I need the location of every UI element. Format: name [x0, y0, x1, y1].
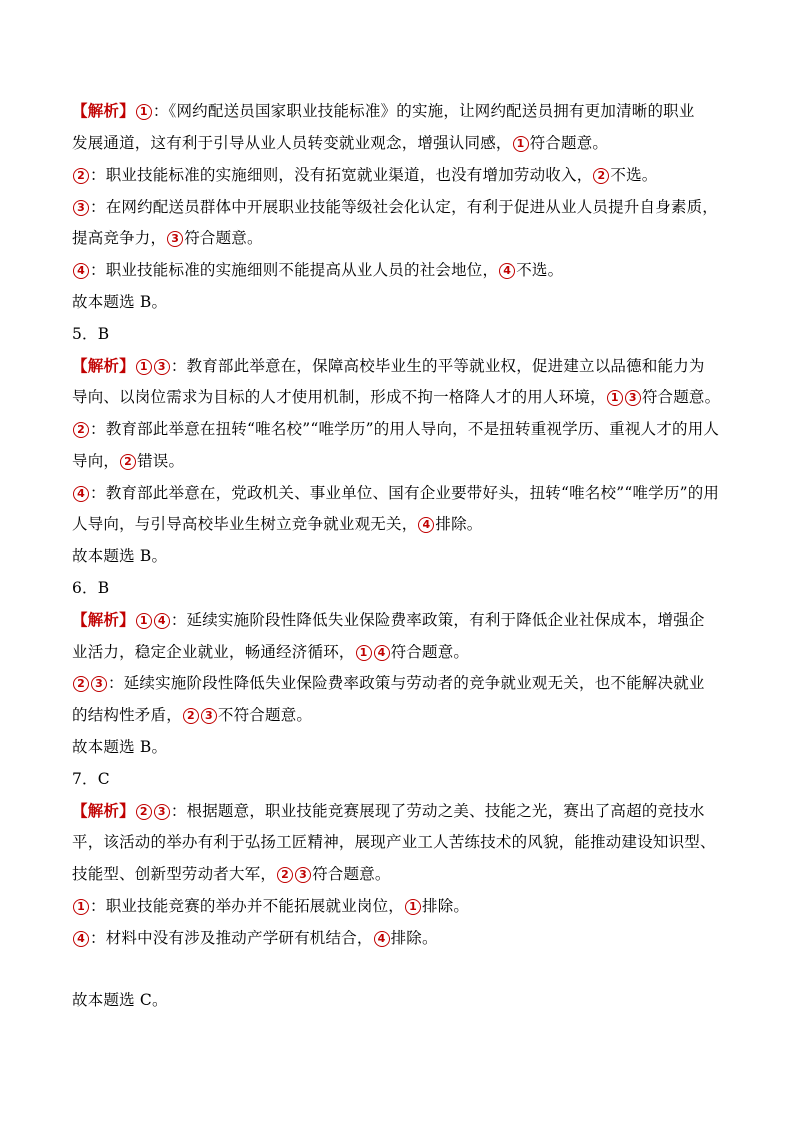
q6-heading: 6．B [72, 579, 110, 597]
q7-heading: 7．C [72, 770, 110, 788]
circled-number: 4 [73, 263, 89, 279]
q7-line-2 [72, 832, 732, 852]
q4-line-3 [72, 165, 732, 185]
q6-line-3 [72, 673, 732, 693]
q4-conclusion: 故本题选 B。 [72, 293, 168, 311]
analysis-tag: 【解析】 [72, 801, 135, 820]
text: 排除。 [422, 897, 470, 915]
q6-line-2 [72, 642, 732, 662]
circled-number: 1 [136, 104, 152, 120]
text: 人导向，与引导高校毕业生树立竞争就业观无关， [72, 515, 418, 533]
text: ：在网约配送员群体中开展职业技能等级社会化认定，有利于促进从业人员提升自身素质， [90, 198, 719, 216]
q7-line-5 [72, 928, 732, 948]
circled-number: 4 [499, 263, 515, 279]
text: ：职业技能竞赛的举办并不能拓展就业岗位， [90, 897, 405, 915]
text: ：教育部此举意在，保障高校毕业生的平等就业权，促进建立以品德和能力为 [170, 357, 705, 375]
q5-line-2 [72, 387, 732, 407]
text: 平，该活动的举办有利于弘扬工匠精神，展现产业工人苦练技术的风貌，能推动建设知识型、 [72, 833, 716, 851]
q4-line-1 [72, 101, 732, 121]
q5-heading: 5．B [72, 325, 110, 343]
q6-conclusion: 故本题选 B。 [72, 738, 168, 756]
circled-number: 3 [73, 200, 89, 216]
text: 导向， [72, 452, 120, 470]
text: 符合题意。 [641, 388, 721, 406]
q7-line-1 [72, 801, 732, 821]
text: 排除。 [390, 929, 438, 947]
text: ：根据题意，职业技能竞赛展现了劳动之美、技能之光，赛出了高超的竞技水 [170, 802, 705, 820]
circled-number: 3 [91, 676, 107, 692]
q6-line-4 [72, 705, 732, 725]
text: 提高竞争力， [72, 229, 167, 247]
text: 错误。 [137, 452, 185, 470]
analysis-tag: 【解析】 [72, 610, 135, 629]
text: 符合题意。 [390, 643, 470, 661]
circled-number: 4 [73, 486, 89, 502]
q5-line-3 [72, 419, 732, 439]
q5-line-4 [72, 451, 732, 471]
q4-line-6 [72, 260, 732, 280]
circled-number: 4 [73, 931, 89, 947]
q5-line-6 [72, 514, 732, 534]
text: 业活力，稳定企业就业，畅通经济循环， [72, 643, 355, 661]
text: 不符合题意。 [217, 706, 313, 724]
text: ：延续实施阶段性降低失业保险费率政策与劳动者的竞争就业观无关，也不能解决就业 [108, 674, 705, 692]
circled-number: 2 [593, 168, 609, 184]
circled-number: 3 [625, 390, 641, 406]
text: 符合题意。 [312, 865, 391, 883]
analysis-tag: 【解析】 [72, 101, 135, 120]
circled-number: 2 [136, 804, 152, 820]
circled-number: 2 [277, 867, 293, 883]
text: 导向、以岗位需求为目标的人才使用机制，形成不拘一格降人才的用人环境， [72, 388, 606, 406]
circled-number: 2 [120, 454, 136, 470]
circled-number: 4 [154, 613, 170, 629]
text: 的结构性矛盾， [72, 706, 182, 724]
text: ：教育部此举意在，党政机关、事业单位、国有企业要带好头，扭转“唯名校”“唯学历”的用 [90, 484, 720, 502]
q5-conclusion: 故本题选 B。 [72, 547, 168, 565]
text: ：《网约配送员国家职业技能标准》的实施，让网约配送员拥有更加清晰的职业 [152, 102, 695, 120]
circled-number: 3 [154, 804, 170, 820]
text: 不选。 [610, 166, 658, 184]
q4-line-5 [72, 228, 732, 248]
circled-number: 4 [374, 645, 390, 661]
text: ：教育部此举意在扭转“唯名校”“唯学历”的用人导向，不是扭转重视学历、重视人才的用人 [90, 420, 720, 438]
q7-line-4 [72, 896, 732, 916]
q7-conclusion: 故本题选 C。 [72, 991, 168, 1009]
text: ：材料中没有涉及推动产学研有机结合， [90, 929, 373, 947]
circled-number: 1 [136, 613, 152, 629]
q6-line-1 [72, 610, 732, 630]
text: ：职业技能标准的实施细则，没有拓宽就业渠道，也没有增加劳动收入， [90, 166, 593, 184]
q4-line-4 [72, 197, 732, 217]
q7-line-3 [72, 864, 732, 884]
text: ：职业技能标准的实施细则不能提高从业人员的社会地位， [90, 261, 499, 279]
circled-number: 4 [374, 931, 390, 947]
text: ：延续实施阶段性降低失业保险费率政策，有利于降低企业社保成本，增强企 [170, 611, 705, 629]
circled-number: 3 [201, 708, 217, 724]
circled-number: 2 [73, 168, 89, 184]
circled-number: 4 [418, 517, 434, 533]
circled-number: 1 [405, 899, 421, 915]
text: 符合题意。 [184, 229, 263, 247]
text: 排除。 [435, 515, 483, 533]
text: 不选。 [516, 261, 564, 279]
q4-line-2 [72, 133, 732, 153]
text: 技能型、创新型劳动者大军， [72, 865, 277, 883]
circled-number: 2 [73, 676, 89, 692]
circled-number: 1 [607, 390, 623, 406]
text: 符合题意。 [529, 134, 609, 152]
circled-number: 2 [73, 422, 89, 438]
text: 发展通道，这有利于引导从业人员转变就业观念，增强认同感， [72, 134, 512, 152]
q5-line-1 [72, 356, 732, 376]
circled-number: 2 [183, 708, 199, 724]
circled-number: 3 [167, 231, 183, 247]
circled-number: 1 [73, 899, 89, 915]
circled-number: 3 [295, 867, 311, 883]
circled-number: 1 [513, 136, 529, 152]
circled-number: 1 [136, 359, 152, 375]
circled-number: 3 [154, 359, 170, 375]
circled-number: 1 [356, 645, 372, 661]
analysis-tag: 【解析】 [72, 356, 135, 375]
q5-line-5 [72, 483, 732, 503]
